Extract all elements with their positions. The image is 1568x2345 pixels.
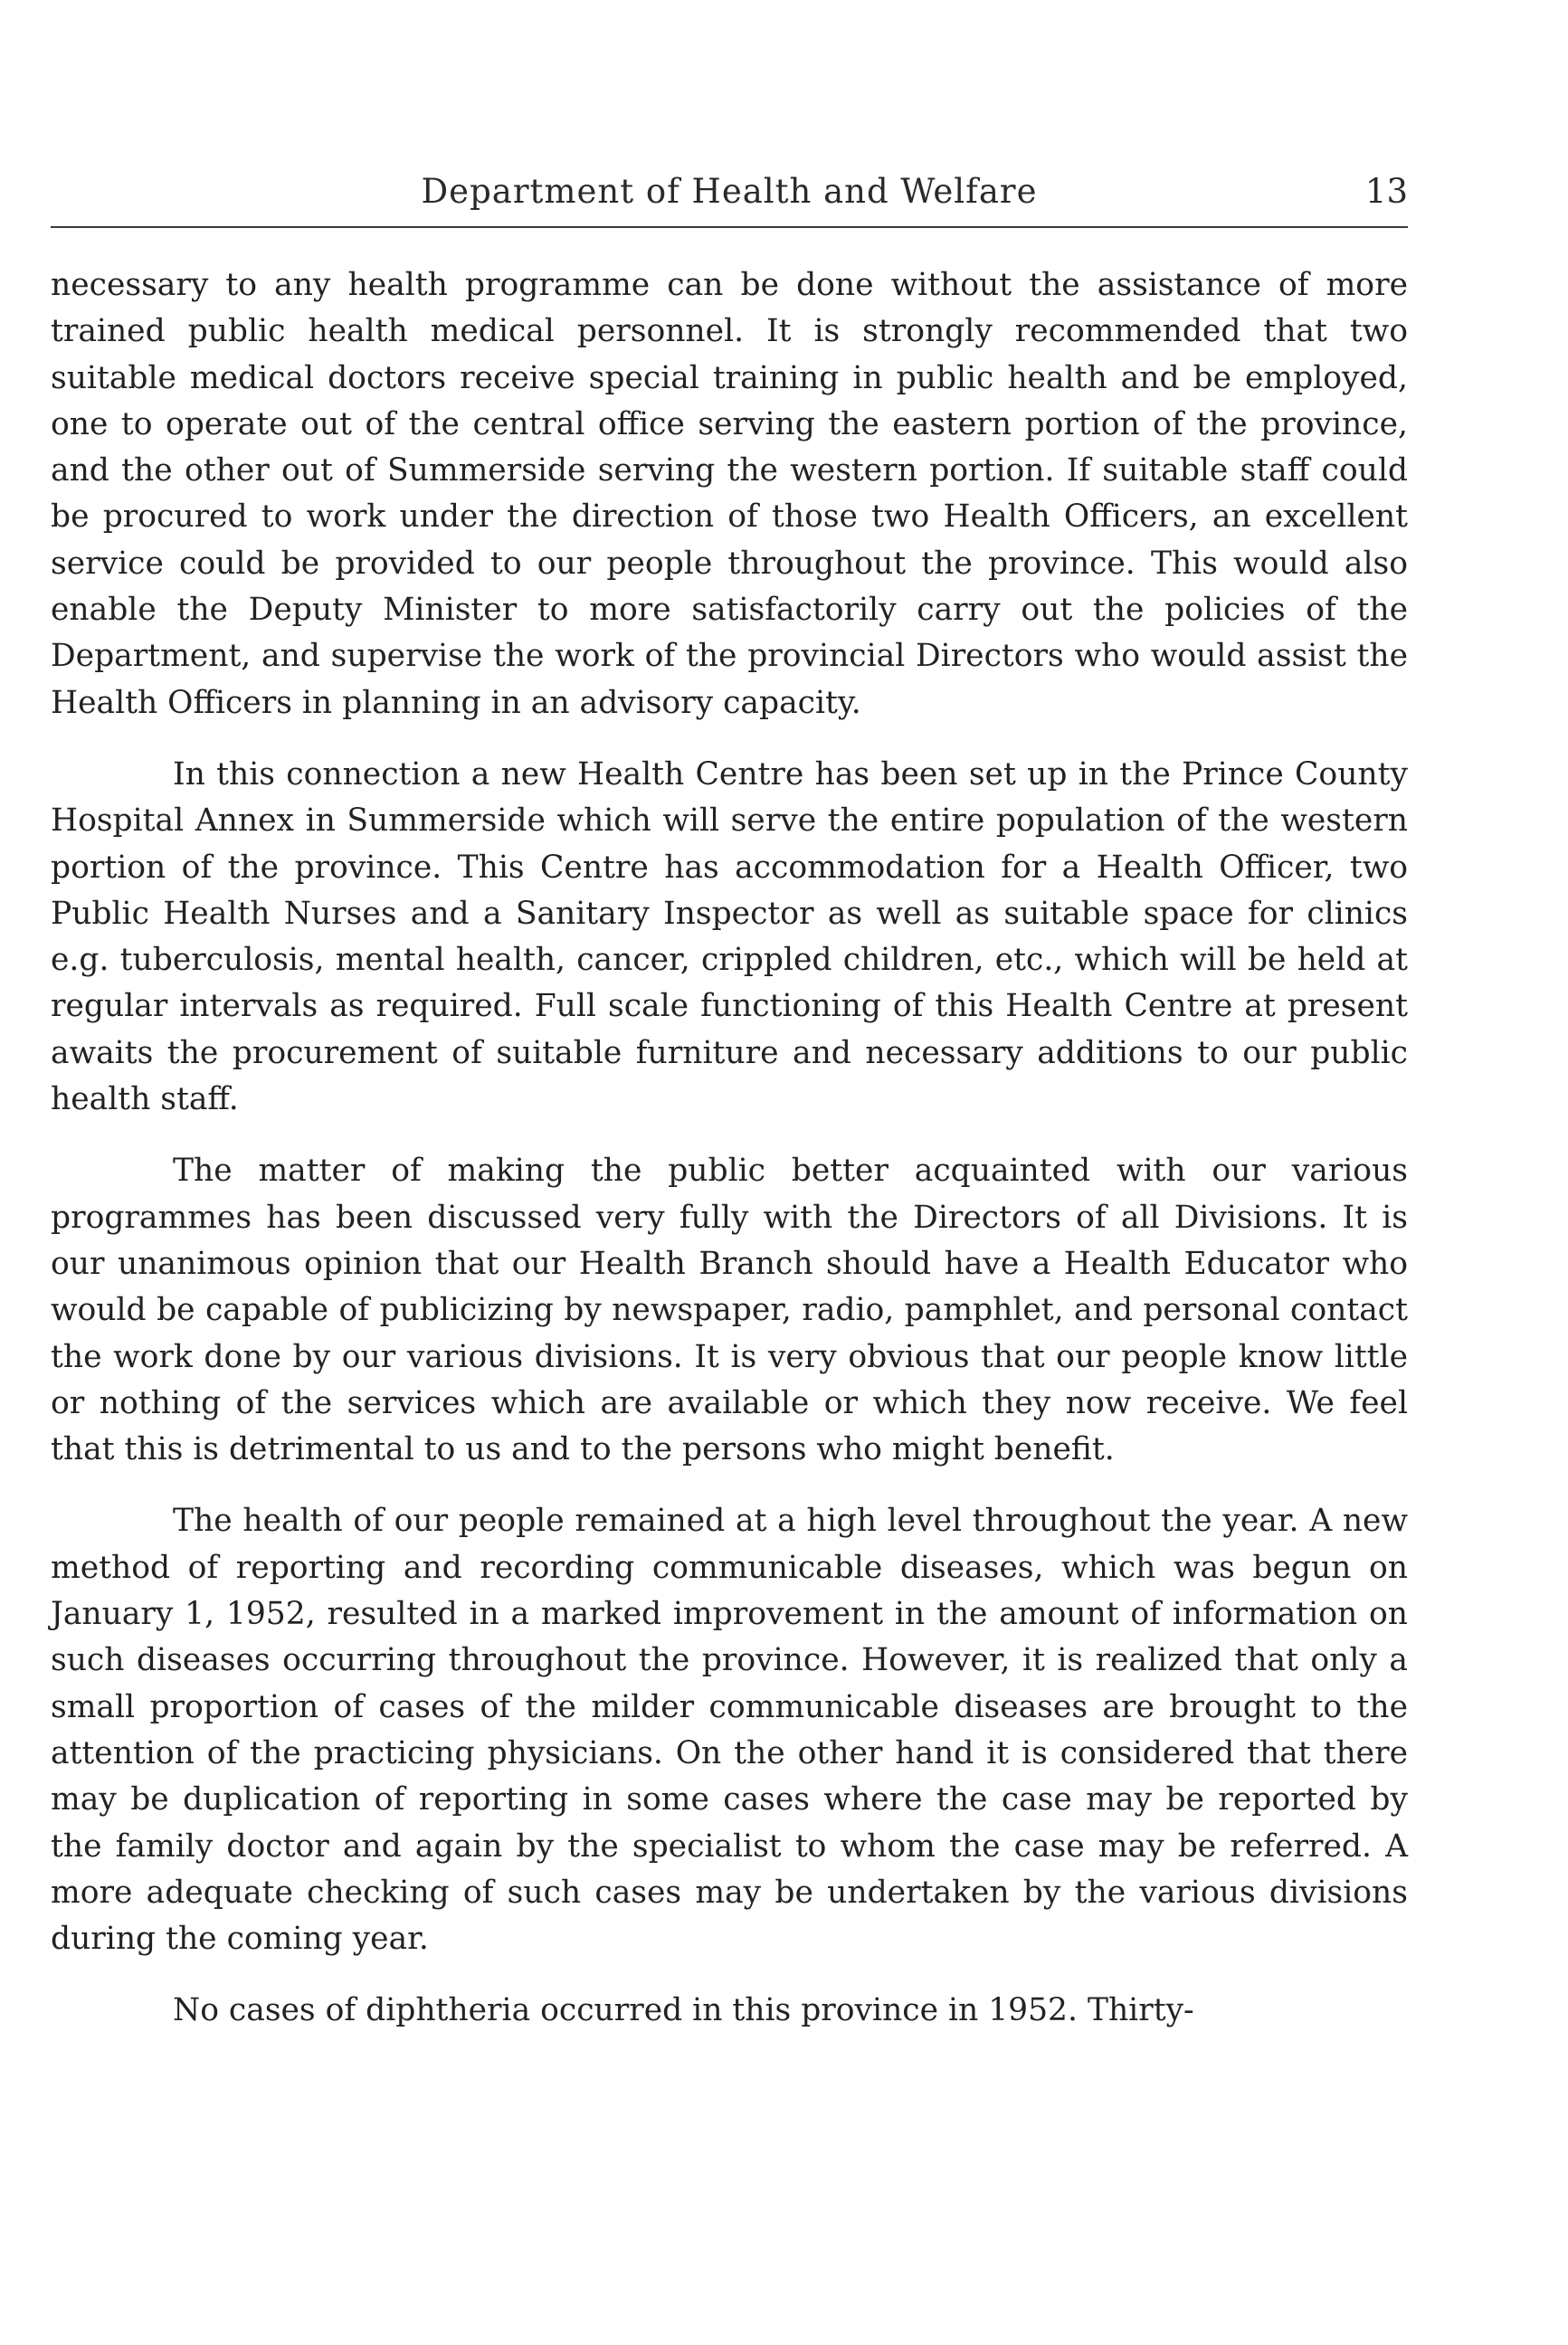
paragraph: The health of our people remained at a high level throughout the year. A new method of reporting and recording communicable diseases, which was begun on January 1, 1952, resulted in a marked improvement in the amount of information on such diseases occurring throughout the province. However, it is realized that only a small proportion of cases of the milder communicable diseases are brought to the attention of the practicing physicians. On the other hand it is considered that there may be duplication of reporting in some cases where the case may be reported by the family doctor and again by the specialist to whom the case may be referred. A more adequate checking of such cases may be undertaken by the various divisions during the coming year. [51,1503,1408,1958]
header-rule [51,226,1408,228]
paragraph: No cases of diphtheria occurred in this province in 1952. Thirty- [173,1992,1194,2029]
paragraph: necessary to any health programme can be done without the assistance of more trained public health medical personnel. It is strongly recommended that two suitable medical doctors receive special training in public health and be employed, one to operate out of the central office serving the eastern portion of the province, and the other out of Summerside serving the western portion. If suitable staff could be procured to work under the direction of those two Health Officers, an excellent service could be provided to our people throughout the province. This would also enable the Deputy Minister to more satisfactorily carry out the policies of the Department, and supervise the work of the provincial Directors who would assist the Health Officers in planning in an advisory capacity. [51,267,1408,721]
body-text [51,262,1408,2035]
running-title: Department of Health and Welfare [421,172,1038,211]
page-number: 13 [1364,172,1408,211]
paragraph: In this connection a new Health Centre has been set up in the Prince County Hospital Annex in Summerside which will serve the entire population of the western portion of the province. This Centre has accommodation for a Health Officer, two Public Health Nurses and a Sanitary Inspector as well as suitable space for clinics e.g. tuberculosis, mental health, cancer, crippled children, etc., which will be held at regular intervals as required. Full scale functioning of this Health Centre at present awaits the procurement of suitable furniture and necessary additions to our public health staff. [51,755,1408,1118]
running-header [51,172,1408,226]
paragraph: The matter of making the public better acquainted with our various programmes has been discussed very fully with the Directors of all Divisions. It is our unanimous opinion that our Health Branch should have a Health Educator who would be capable of publicizing by newspaper, radio, pamphlet, and personal contact the work done by our various divisions. It is very obvious that our people know little or nothing of the services which are available or which they now receive. We feel that this is detrimental to us and to the persons who might benefit. [51,1153,1408,1468]
